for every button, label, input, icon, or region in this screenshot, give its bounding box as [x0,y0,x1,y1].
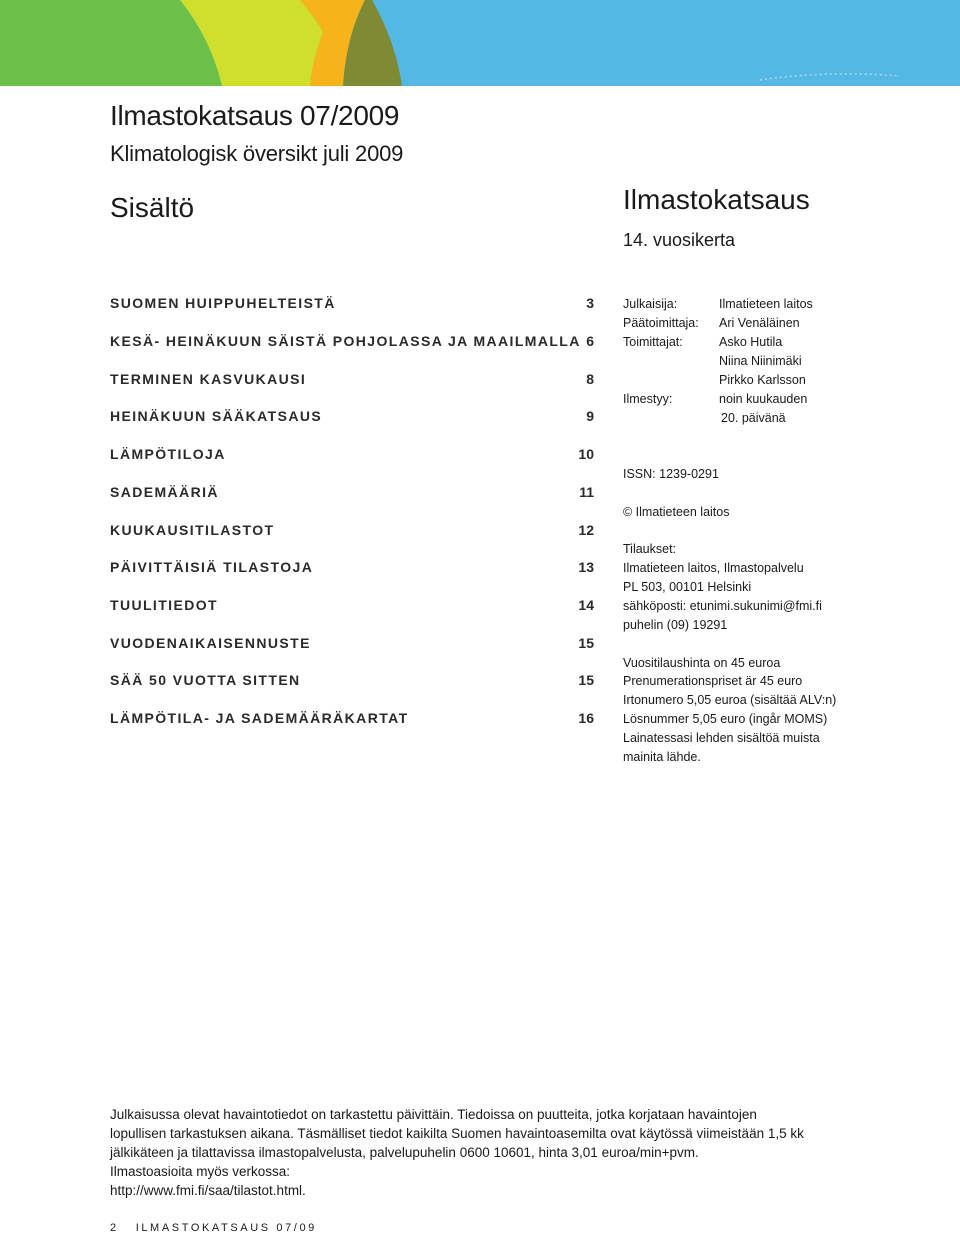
pricing-line: Lösnummer 5,05 euro (ingår MOMS) [623,712,828,726]
orders-line: PL 503, 00101 Helsinki [623,580,752,594]
footer-note-line: Julkaisussa olevat havaintotiedot on tarkastettu päivittäin. Tiedoissa on puutteita, jotka korjataan havaintojen [110,1107,757,1122]
toc-item[interactable] [110,519,594,541]
toc-item-page: 16 [578,710,594,726]
running-title: ILMASTOKATSAUS 07/09 [135,1222,317,1234]
editor-name: Asko Hutila [719,335,783,349]
footer-note-line: lopullisen tarkastuksen aikana. Täsmälliset tiedot kaikilta Suomen havaintoasemilta ovat käytössä viimeistään 1,5 kk [110,1126,804,1141]
pricing-line: Irtonumero 5,05 euroa (sisältää ALV:n) [623,693,837,707]
editor-name: Pirkko Karlsson [719,373,806,387]
toc-item-page: 12 [578,522,594,538]
toc-item-title: SÄÄ 50 VUOTTA SITTEN [110,672,301,688]
page-title: Ilmastokatsaus 07/2009 [110,100,400,131]
toc-item-title: KESÄ- HEINÄKUUN SÄISTÄ POHJOLASSA JA MAAILMALLA [110,333,581,349]
toc-item-page: 13 [578,559,594,575]
orders-email[interactable]: sähköposti: etunimi.sukunimi@fmi.fi [623,599,822,613]
editors-row [623,333,923,351]
toc-item[interactable] [110,443,594,465]
toc-item-title: TERMINEN KASVUKAUSI [110,371,307,387]
toc-item-page: 9 [586,408,594,424]
orders-phone: puhelin (09) 19291 [623,618,728,632]
toc-item[interactable] [110,669,594,691]
footer-url-link[interactable]: http://www.fmi.fi/saa/tilastot.html. [110,1183,306,1198]
publication-name: Ilmastokatsaus [623,184,810,215]
toc-item-title: KUUKAUSITILASTOT [110,522,275,538]
appears-value: 20. päivänä [721,411,786,425]
toc-item[interactable] [110,594,594,616]
toc-item-title: SUOMEN HUIPPUHELTEISTÄ [110,295,336,311]
editor-in-chief-value: Ari Venäläinen [719,316,800,330]
pricing-line: Prenumerationspriset är 45 euro [623,674,803,688]
banner-green-band [0,0,222,86]
toc-item-page: 14 [578,597,594,613]
toc-item-page: 15 [578,635,594,651]
toc-item-title: HEINÄKUUN SÄÄKATSAUS [110,408,323,424]
page-number: 2 [110,1222,119,1234]
editor-name: Niina Niinimäki [719,354,802,368]
editor-in-chief-row [623,314,923,332]
footer-note-line: jälkikäteen ja tilattavissa ilmastopalvelusta, palvelupuhelin 0600 10601, hinta 3,01 euroa/min+pvm. [110,1145,699,1160]
toc-item[interactable] [110,330,594,352]
appears-value: noin kuukauden [719,392,808,406]
publisher-row [623,295,923,313]
toc-item[interactable] [110,707,594,729]
toc-item-title: VUODENAIKAISENNUSTE [110,635,311,651]
publication-edition: 14. vuosikerta [623,230,736,250]
toc-item-page: 10 [578,446,594,462]
toc-item[interactable] [110,556,594,578]
toc-item[interactable] [110,481,594,503]
orders-label: Tilaukset: [623,542,677,556]
toc-item-page: 8 [586,371,594,387]
header-banner [0,0,960,86]
toc-item[interactable] [110,632,594,654]
toc-item[interactable] [110,368,594,390]
toc-item-title: SADEMÄÄRIÄ [110,484,219,500]
editors-row [623,371,923,389]
toc-item-page: 11 [579,484,594,500]
page-subtitle: Klimatologisk översikt juli 2009 [110,141,404,166]
page-footer [110,1222,317,1234]
appears-row [623,409,923,427]
appears-label: Ilmestyy: [623,392,673,406]
toc-item-page: 3 [586,295,594,311]
editors-row [623,352,923,370]
copyright: © Ilmatieteen laitos [623,505,730,519]
toc-item-title: LÄMPÖTILA- JA SADEMÄÄRÄKARTAT [110,710,409,726]
toc-item-title: PÄIVITTÄISIÄ TILASTOJA [110,559,314,575]
editor-in-chief-label: Päätoimittaja: [623,316,699,330]
toc-item[interactable] [110,405,594,427]
editors-label: Toimittajat: [623,335,683,349]
publisher-label: Julkaisija: [623,297,678,311]
appears-row [623,390,923,408]
footer-note [110,1105,850,1200]
toc-item-title: LÄMPÖTILOJA [110,446,226,462]
pricing-line: Lainatessasi lehden sisältöä muista [623,731,820,745]
pricing-line: mainita lähde. [623,750,701,764]
contents-heading: Sisältö [110,192,195,223]
toc-item-page: 6 [586,333,594,349]
toc-item[interactable] [110,292,594,314]
pricing-line: Vuositilaushinta on 45 euroa [623,656,781,670]
footer-note-line: Ilmastoasioita myös verkossa: [110,1164,291,1179]
publisher-value: Ilmatieteen laitos [719,297,813,311]
issn: ISSN: 1239-0291 [623,467,719,481]
toc-item-title: TUULITIEDOT [110,597,218,613]
orders-line: Ilmatieteen laitos, Ilmastopalvelu [623,561,804,575]
toc-item-page: 15 [578,672,594,688]
